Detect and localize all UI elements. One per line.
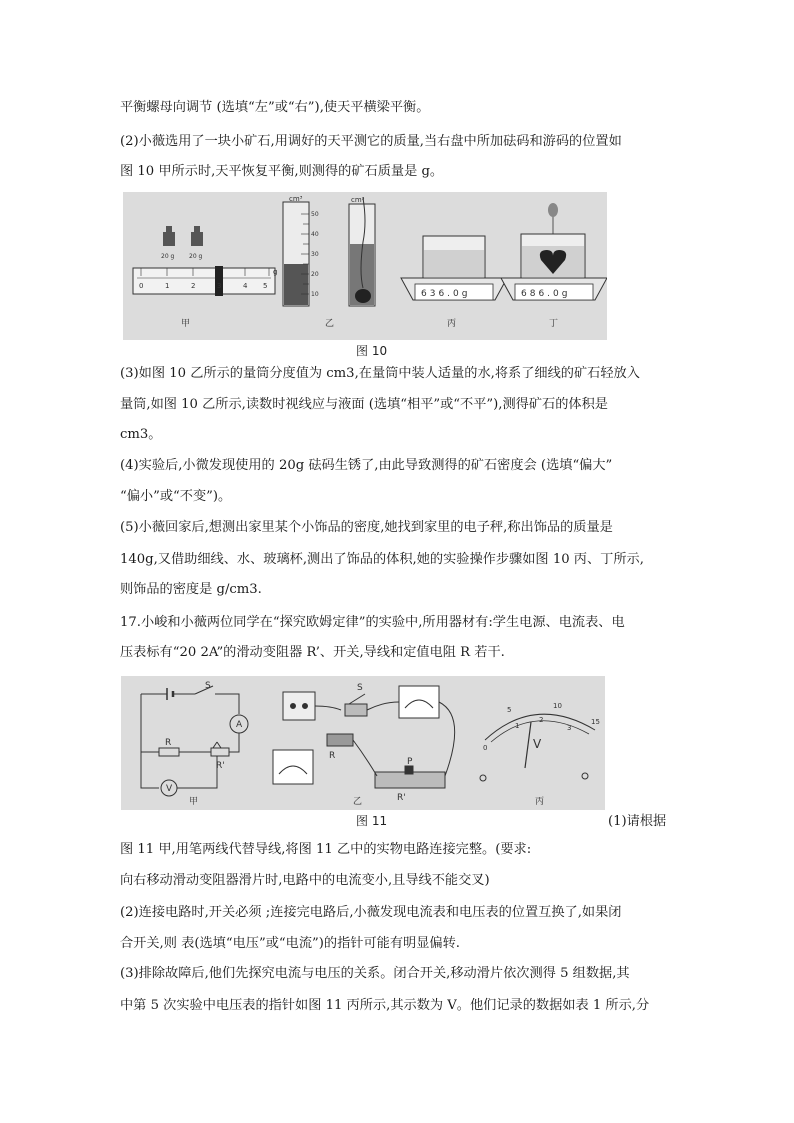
dial-symbol: V — [533, 737, 542, 751]
figure-10-caption: 图 10 — [356, 344, 388, 358]
circuit-rheostat-label: R' — [216, 761, 225, 771]
phys-switch-label: S — [357, 683, 363, 693]
cyl-mark: 10 — [311, 291, 319, 298]
dial-tick: 1 — [515, 722, 520, 730]
phys-slider-label: P — [407, 757, 413, 767]
circuit-ammeter-label: A — [236, 720, 243, 730]
text-line: (1)请根据 — [608, 814, 667, 829]
label-jia: 甲 — [181, 319, 191, 329]
ruler-tick: 4 — [243, 282, 248, 290]
ruler-tick: 0 — [139, 282, 144, 290]
text-line: 合开关,则 表(选填“电压”或“电流”)的指针可能有明显偏转. — [120, 936, 460, 951]
text-line: 平衡螺母向调节 (选填“左”或“右”),使天平横梁平衡。 — [120, 100, 430, 115]
label-yi: 乙 — [353, 797, 363, 807]
scale-reading-d: 686.0g — [521, 289, 571, 299]
figure-10 — [123, 192, 607, 340]
text-line: 17.小峻和小薇两位同学在“探究欧姆定律”的实验中,所用器材有:学生电源、电流表、电 — [120, 615, 625, 630]
weights-group — [161, 226, 203, 260]
text-line: (5)小薇回家后,想测出家里某个小饰品的密度,她找到家里的电子秤,称出饰品的质量是 — [120, 520, 613, 535]
label-bing: 丙 — [535, 797, 545, 807]
beaker-c — [401, 236, 507, 300]
ruler-unit: g — [273, 268, 278, 276]
text-line: (2)连接电路时,开关必须 ;连接完电路后,小薇发现电流表和电压表的位置互换了,如果闭 — [120, 905, 622, 920]
ruler-tick: 2 — [191, 282, 196, 290]
dial-tick: 15 — [591, 718, 600, 726]
figure-11 — [121, 676, 605, 810]
cyl-mark: 20 — [311, 271, 319, 278]
physical-circuit — [273, 686, 455, 788]
weight-label: 20 g — [189, 253, 203, 260]
ruler-tick: 1 — [165, 282, 170, 290]
dial-tick: 3 — [567, 724, 572, 732]
cylinder-2 — [349, 196, 375, 306]
weight-label: 20 g — [161, 253, 175, 260]
text-line: 140g,又借助细线、水、玻璃杯,测出了饰品的体积,她的实验操作步骤如图 10 丙、丁所示, — [120, 552, 644, 567]
circuit-diagram — [141, 686, 248, 796]
ruler-tick: 5 — [263, 282, 268, 290]
scale-reading-c: 636.0g — [421, 289, 471, 299]
dial-tick: 10 — [553, 702, 562, 710]
cyl-mark: 30 — [311, 251, 319, 258]
text-line: 中第 5 次实验中电压表的指针如图 11 丙所示,其示数为 V。他们记录的数据如表 1 所示,分 — [120, 998, 650, 1013]
tare-ruler — [133, 266, 277, 296]
dial-tick: 5 — [507, 706, 512, 714]
text-line: 图 11 甲,用笔两线代替导线,将图 11 乙中的实物电路连接完整。(要求: — [120, 842, 532, 857]
text-line: 图 10 甲所示时,天平恢复平衡,则测得的矿石质量是 g。 — [120, 164, 444, 179]
text-line: 向右移动滑动变阻器滑片时,电路中的电流变小,且导线不能交叉) — [120, 873, 490, 888]
circuit-voltmeter-label: V — [166, 784, 173, 794]
beaker-d — [501, 203, 607, 300]
dial-tick: 0 — [483, 744, 488, 752]
circuit-switch-label: S — [205, 681, 211, 691]
phys-resistor-label: R — [329, 751, 336, 761]
ruler-tick: 3 — [217, 282, 222, 290]
cyl-mark: 50 — [311, 211, 319, 218]
cylinder-1 — [283, 195, 319, 306]
dial-tick: 2 — [539, 716, 544, 724]
label-bing: 丙 — [447, 319, 457, 329]
phys-rheostat-label: R' — [397, 793, 406, 803]
text-line: cm3。 — [120, 427, 162, 442]
text-line: 则饰品的密度是 g/cm3. — [120, 582, 262, 597]
label-ding: 丁 — [549, 319, 559, 329]
cylinder-unit: cm³ — [289, 195, 303, 203]
label-jia: 甲 — [189, 797, 199, 807]
text-line: (4)实验后,小微发现使用的 20g 砝码生锈了,由此导致测得的矿石密度会 (选填“偏大” — [120, 458, 613, 473]
text-line: (2)小薇选用了一块小矿石,用调好的天平测它的质量,当右盘中所加砝码和游码的位置如 — [120, 134, 622, 149]
text-line: 压表标有“20 2A”的滑动变阻器 R’、开关,导线和定值电阻 R 若干. — [120, 645, 505, 660]
text-line: (3)如图 10 乙所示的量筒分度值为 cm3,在量筒中装人适量的水,将系了细线的矿石轻放入 — [120, 366, 640, 381]
cylinder-unit: cm³ — [351, 196, 365, 204]
figure-11-caption: 图 11 — [356, 814, 388, 828]
text-line: 量筒,如图 10 乙所示,读数时视线应与液面 (选填“相平”或“不平”),测得矿石的体积是 — [120, 397, 608, 412]
circuit-resistor-label: R — [165, 738, 172, 748]
label-yi: 乙 — [325, 319, 335, 329]
text-line: “偏小”或“不变”)。 — [120, 489, 232, 504]
text-line: (3)排除故障后,他们先探究电流与电压的关系。闭合开关,移动滑片依次测得 5 组数据,其 — [120, 966, 630, 981]
cyl-mark: 40 — [311, 231, 319, 238]
